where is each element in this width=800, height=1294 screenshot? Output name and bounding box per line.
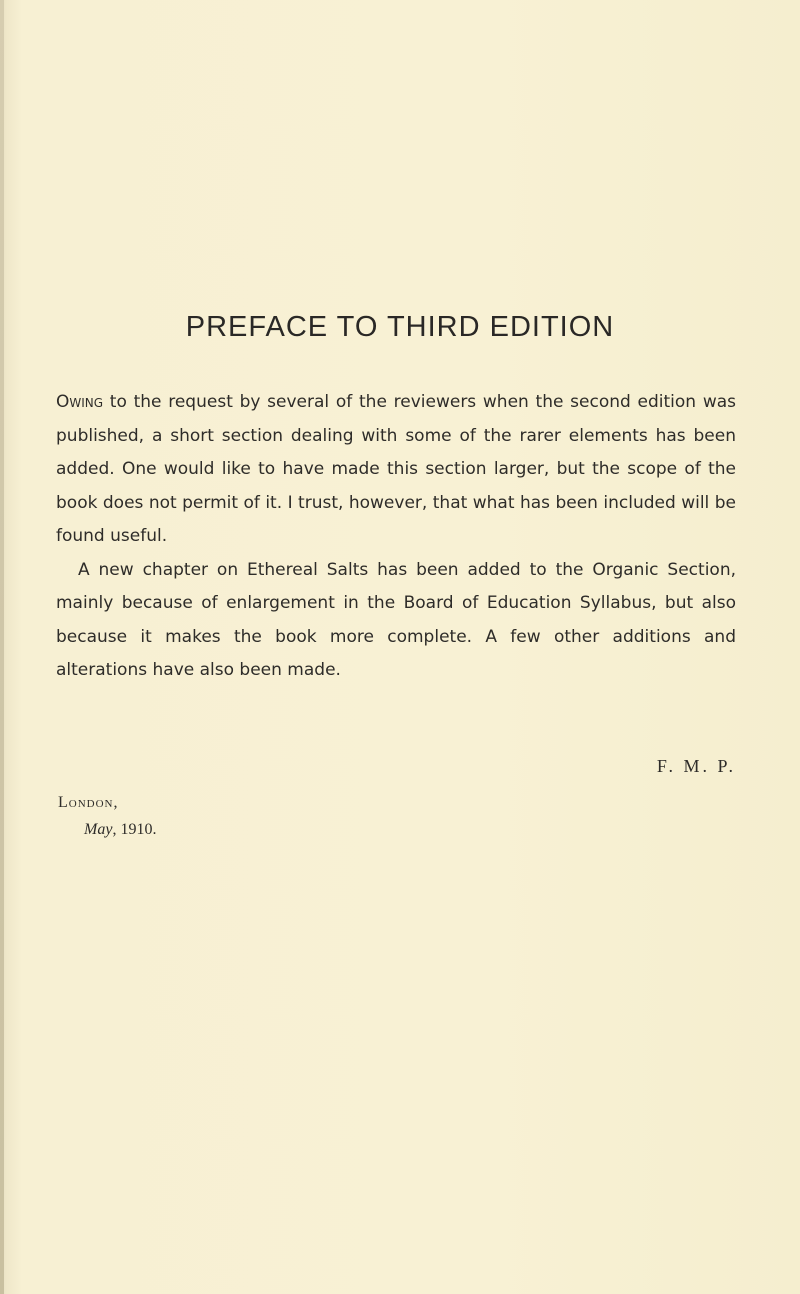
date-year: , 1910. xyxy=(112,821,157,838)
author-initials: F. M. P. xyxy=(656,756,736,776)
paragraph-2: A new chapter on Ethereal Salts has been added to the Organic Section, mainly because of enlargement in the Board of Education Syllabus, but also because it makes the book more complete. A few other additions and alterations have also been made. xyxy=(56,559,736,680)
page-title: PREFACE TO THIRD EDITION xyxy=(185,311,615,343)
date-month: May xyxy=(84,821,113,838)
page-binding-edge xyxy=(0,0,4,1294)
paragraph-1 xyxy=(56,386,736,554)
paragraph-1-text: to the request by several of the reviewers when the second edition was published, a short section dealing with some of the rarer elements has been added. One would like to have made this section larger, but the scope of the book does not permit of it. I trust, however, that what has been included will be found useful. xyxy=(56,392,736,546)
preface-body xyxy=(56,386,736,688)
date-line xyxy=(84,821,156,839)
place-line: London, xyxy=(58,794,119,811)
paragraph-1-lead-word: Owing xyxy=(56,392,104,412)
